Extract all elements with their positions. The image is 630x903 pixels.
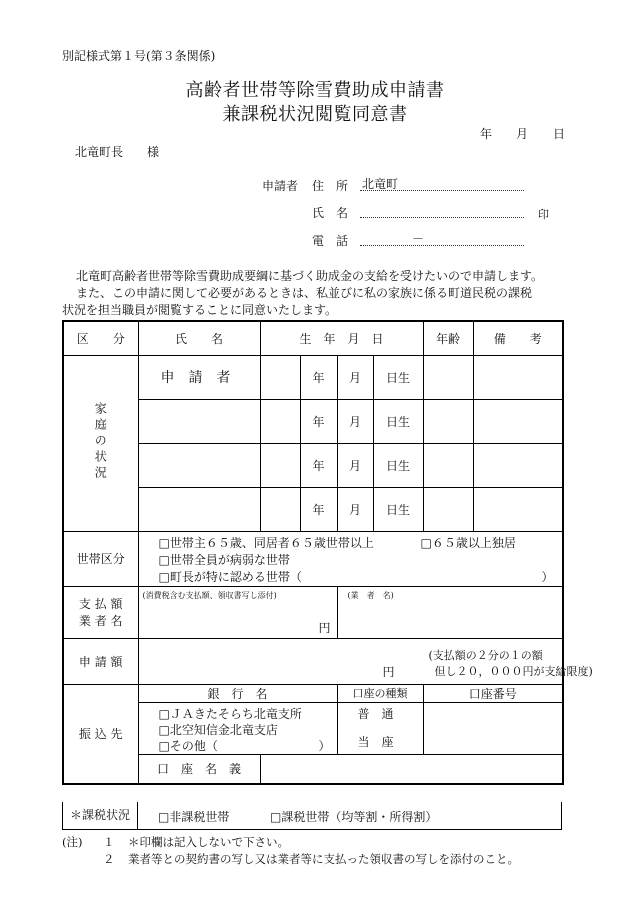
household-label: 世帯区分 [63, 531, 138, 586]
phone-line [360, 245, 524, 246]
address-line [360, 190, 524, 191]
amount-note-2: 但し２０，０００円が支給限度) [434, 665, 593, 678]
family-row [63, 355, 563, 399]
note-1: ＊印欄は記入しないで下さい。 [128, 835, 289, 849]
account-holder-label: 口 座 名 義 [138, 754, 260, 784]
birth-year: 年 [300, 443, 337, 487]
account-holder-row [63, 754, 563, 784]
transfer-label: 振 込 先 [63, 684, 138, 784]
payment-amount-cell[interactable] [138, 586, 337, 638]
intro-line3: 状況を担当職員が閲覧することに同意いたします。 [62, 303, 338, 317]
name-cell[interactable] [138, 443, 260, 487]
birth-year: 年 [300, 355, 337, 399]
birth-month: 月 [337, 399, 373, 443]
household-options [138, 531, 563, 586]
age-cell[interactable] [423, 355, 473, 399]
bank-options [138, 702, 337, 754]
account-type-options [337, 702, 423, 754]
note-2-number: ２ [103, 852, 115, 866]
remarks-cell[interactable] [473, 355, 563, 399]
payment-row [63, 586, 563, 638]
payment-label-cell [63, 586, 138, 638]
account-number-cell[interactable] [423, 702, 563, 754]
family-row [63, 443, 563, 487]
bank-option-ja[interactable]: □ＪＡきたそらち北竜支所 [158, 707, 302, 721]
address-label: 住 所 [312, 179, 349, 193]
age-cell[interactable] [423, 443, 473, 487]
remarks-cell[interactable] [473, 399, 563, 443]
name-label: 氏 名 [312, 206, 349, 220]
tax-option-taxable[interactable]: □課税世帯（均等割・所得割） [270, 810, 438, 824]
account-type-header: 口座の種類 [337, 684, 423, 702]
amount-cell[interactable] [138, 638, 593, 684]
account-type-ordinary[interactable]: 普 通 [357, 707, 394, 721]
payment-yen: 円 [318, 621, 331, 635]
tax-option-nontaxable[interactable]: □非課税世帯 [158, 810, 230, 824]
date-year: 年 [480, 127, 493, 141]
note-2: 業者等との契約書の写し又は業者等に支払った領収書の写しを添付のこと。 [128, 852, 519, 866]
header-row [63, 321, 563, 355]
family-row [63, 399, 563, 443]
transfer-header-row [63, 684, 563, 702]
household-option-1[interactable]: □世帯主６５歳、同居者６５歳世帯以上 [158, 536, 374, 550]
tax-status-row [62, 802, 562, 830]
name-cell[interactable] [138, 487, 260, 531]
phone-value[interactable]: － [412, 232, 425, 246]
age-cell[interactable] [423, 487, 473, 531]
addressee: 北竜町長 様 [75, 145, 160, 159]
transfer-detail-row [63, 702, 563, 754]
name-cell[interactable] [138, 399, 260, 443]
bank-header: 銀 行 名 [138, 684, 337, 702]
household-option-3[interactable]: □世帯全員が病弱な世帯 [158, 553, 290, 567]
amount-row [63, 638, 563, 684]
amount-yen: 円 [382, 665, 395, 679]
header-category: 区 分 [63, 321, 138, 355]
remarks-cell[interactable] [473, 443, 563, 487]
header-age: 年齢 [423, 321, 473, 355]
form-title-line2: 兼課税状況閲覧同意書 [222, 104, 408, 125]
vendor-note: (業 者 名) [347, 591, 394, 600]
account-number-header: 口座番号 [423, 684, 563, 702]
form-reference: 別記様式第１号(第３条関係) [62, 49, 216, 63]
family-first-name: 申 請 者 [138, 355, 260, 399]
address-value[interactable]: 北竜町 [362, 177, 399, 191]
payment-label: 支 払 額 [78, 597, 123, 611]
bank-option-shinkin[interactable]: □北空知信金北竜支店 [158, 723, 278, 737]
birth-month: 月 [337, 443, 373, 487]
family-row [63, 487, 563, 531]
birth-day: 日生 [373, 355, 423, 399]
phone-label: 電 話 [312, 234, 349, 248]
household-row [63, 531, 563, 586]
birth-day: 日生 [373, 399, 423, 443]
birth-day: 日生 [373, 487, 423, 531]
notes-prefix: (注) [62, 835, 83, 849]
intro-line2: また、この申請に関して必要があるときは、私並びに私の家族に係る町道民税の課税 [76, 286, 533, 300]
header-name: 氏 名 [138, 321, 260, 355]
date-day: 日 [553, 127, 566, 141]
bank-option-other[interactable]: □その他（ [158, 739, 218, 753]
birth-year: 年 [300, 487, 337, 531]
vendor-cell[interactable] [337, 586, 563, 638]
account-type-current[interactable]: 当 座 [357, 735, 394, 749]
family-label: 家庭の状況 [93, 401, 108, 482]
header-remarks: 備 考 [473, 321, 563, 355]
note-1-number: １ [103, 835, 115, 849]
application-table [62, 320, 593, 785]
age-cell[interactable] [423, 399, 473, 443]
birth-day: 日生 [373, 443, 423, 487]
date-month: 月 [516, 127, 529, 141]
name-line[interactable] [360, 217, 524, 218]
birth-month: 月 [337, 355, 373, 399]
birth-month: 月 [337, 487, 373, 531]
header-birth: 生 年 月 日 [260, 321, 423, 355]
vendor-label: 業 者 名 [78, 614, 123, 628]
payment-note: (消費税含む支払額、領収書写し添付) [142, 591, 277, 600]
seal-mark: 印 [538, 208, 549, 221]
household-option-2[interactable]: □６５歳以上独居 [420, 536, 516, 550]
intro-line1: 北竜町高齢者世帯等除雪費助成要綱に基づく助成金の支給を受けたいので申請します。 [76, 269, 544, 283]
remarks-cell[interactable] [473, 487, 563, 531]
tax-status-label: ＊課税状況 [63, 802, 138, 829]
bank-option-other-close: ） [318, 739, 331, 753]
birth-year: 年 [300, 399, 337, 443]
amount-label: 申 請 額 [63, 638, 138, 684]
family-label-cell [63, 355, 138, 531]
applicant-label: 申請者 [262, 179, 299, 193]
household-option-4[interactable]: □町長が特に認める世帯（ [158, 570, 302, 584]
amount-note-1: (支払額の２分の１の額 [428, 649, 543, 662]
form-title-line1: 高齢者世帯等除雪費助成申請書 [185, 80, 445, 101]
household-option-4-close: ） [541, 570, 554, 584]
account-holder-cell[interactable] [260, 754, 563, 784]
